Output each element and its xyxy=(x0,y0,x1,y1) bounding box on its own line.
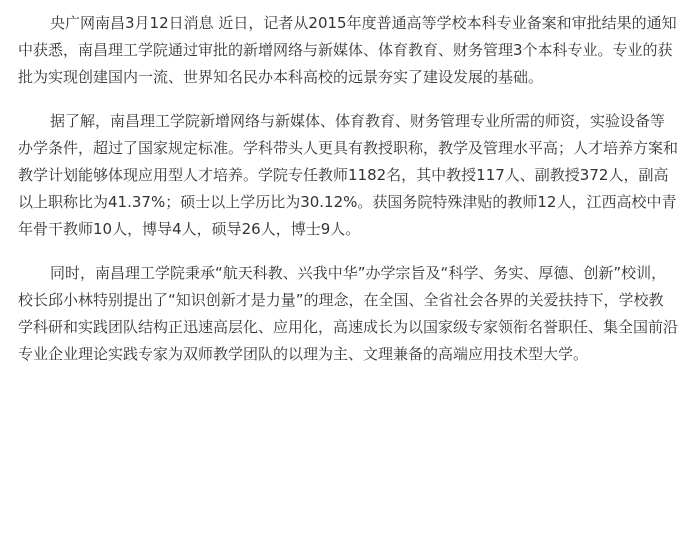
paragraph-2: 据了解，南昌理工学院新增网络与新媒体、体育教育、财务管理专业所需的师资，实验设备等办学条件，超过了国家规定标准。学科带头人更具有教授职称，教学及管理水平高；人才培养方案和教学计划能够体现应用型人才培养。学院专任教师1182名，其中教授117人、副教授372人，副高以上职称比为41.37%；硕士以上学历比为30.12%。获国务院特殊津贴的教师12人，江西高校中青年骨干教师10人，博导4人，硕导26人，博士9人。 xyxy=(18,112,679,238)
paragraph-1: 央广网南昌3月12日消息 近日，记者从2015年度普通高等学校本科专业备案和审批结果的通知中获悉，南昌理工学院通过审批的新增网络与新媒体、体育教育、财务管理3个本科专业。专业的获批为实现创建国内一流、世界知名民办本科高校的远景夯实了建设发展的基础。 xyxy=(18,14,677,86)
article-body xyxy=(18,10,678,385)
paragraph-3: 同时，南昌理工学院秉承“航天科教、兴我中华”办学宗旨及“科学、务实、厚德、创新”校训，校长邱小林特别提出了“知识创新才是力量”的理念，在全国、全省社会各界的关爱扶持下，学校教学科研和实践团队结构正迅速高层化、应用化，高速成长为以国家级专家领衔名誉职任、集全国前沿专业企业理论实践专家为双师教学团队的以理为主、文理兼备的高端应用技术型大学。 xyxy=(18,264,679,363)
